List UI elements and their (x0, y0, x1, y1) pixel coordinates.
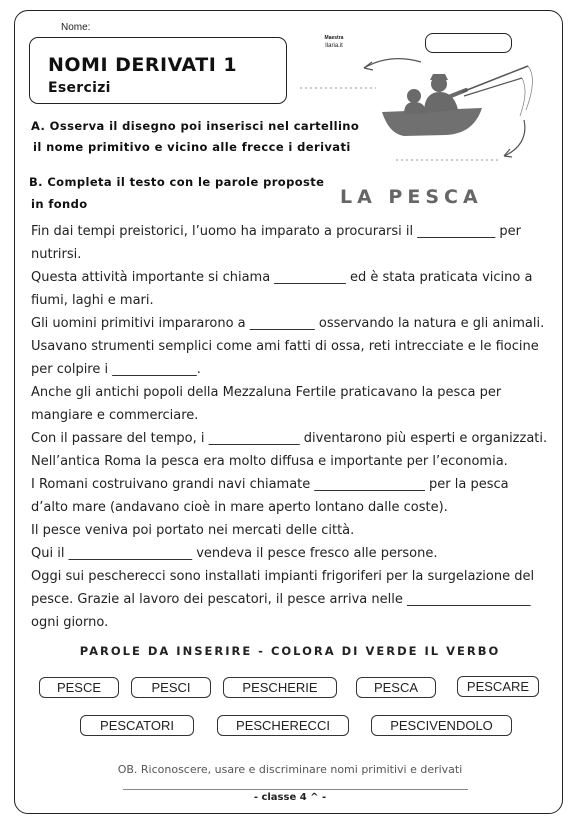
text-line: Il pesce veniva poi portato nei mercati delle città. (31, 523, 355, 538)
text-line: Con il passare del tempo, i ______________ diventarono più esperti e organizzati. (31, 431, 548, 446)
learning-objective: OB. Riconoscere, usare e discriminare nomi primitivi e derivati (117, 763, 463, 776)
word-chip-pescare[interactable]: PESCARE (457, 676, 539, 697)
word-chip-pesce[interactable]: PESCE (39, 677, 119, 698)
instruction-a-line2: il nome primitivo e vicino alle frecce i derivati (33, 140, 351, 154)
text-line: Oggi sui pescherecci sono installati impianti frigoriferi per la surgelazione del (31, 569, 535, 584)
text-line: d’alto mare (andavano cioè in mare aperto lontano dalle coste). (31, 500, 448, 515)
text-line: Qui il ___________________ vendeva il pesce fresco alle persone. (31, 546, 438, 561)
word-chip-pesca[interactable]: PESCA (356, 677, 436, 698)
instruction-b-line1: B. Completa il testo con le parole proposte (29, 175, 325, 189)
page-title: NOMI DERIVATI 1 (48, 54, 238, 76)
word-bank-header: PAROLE DA INSERIRE - COLORA DI VERDE IL VERBO (79, 644, 501, 658)
text-line: mangiare e commerciare. (31, 408, 199, 423)
reading-text (31, 220, 561, 634)
text-line: Fin dai tempi preistorici, l’uomo ha imparato a procurarsi il ____________ per (31, 224, 521, 239)
logo-top-text: Maestra (324, 35, 344, 41)
text-title: LA PESCA (340, 186, 483, 208)
text-line: ogni giorno. (31, 615, 109, 630)
word-chip-pescherecci[interactable]: PESCHERECCI (217, 715, 349, 736)
text-line: Nell’antica Roma la pesca era molto diffusa e importante per l’economia. (31, 454, 508, 469)
name-label: Nome: (61, 22, 91, 33)
word-chip-pescivendolo[interactable]: PESCIVENDOLO (371, 715, 512, 736)
text-line: I Romani costruivano grandi navi chiamate _________________ per la pesca (31, 477, 509, 492)
instruction-a-line1: A. Osserva il disegno poi inserisci nel cartellino (31, 119, 360, 133)
class-label: - classe 4 ^ - (253, 792, 327, 803)
text-line: nutrirsi. (31, 247, 82, 262)
text-line: Anche gli antichi popoli della Mezzaluna Fertile praticavano la pesca per (31, 385, 502, 400)
logo-bottom-text: Ilaria.it (325, 43, 343, 49)
word-chip-pescatori[interactable]: PESCATORI (80, 715, 194, 736)
text-line: fiumi, laghi e mari. (31, 293, 154, 308)
text-line: Gli uomini primitivi impararono a __________ osservando la natura e gli animali. (31, 316, 545, 331)
page-subtitle: Esercizi (48, 80, 111, 96)
text-line: per colpire i _____________. (31, 362, 201, 377)
footer-divider (123, 789, 468, 790)
text-line: Questa attività importante si chiama ___________ ed è stata praticata vicino a (31, 270, 533, 285)
text-line: pesce. Grazie al lavoro dei pescatori, il pesce arriva nelle ___________________ (31, 592, 531, 607)
text-line: Usavano strumenti semplici come ami fatti di ossa, reti intrecciate e le fiocine (31, 339, 539, 354)
title-box (29, 37, 287, 104)
instruction-b-line2: in fondo (31, 197, 88, 211)
word-chip-pesci[interactable]: PESCI (131, 677, 211, 698)
word-chip-pescherie[interactable]: PESCHERIE (223, 677, 337, 698)
